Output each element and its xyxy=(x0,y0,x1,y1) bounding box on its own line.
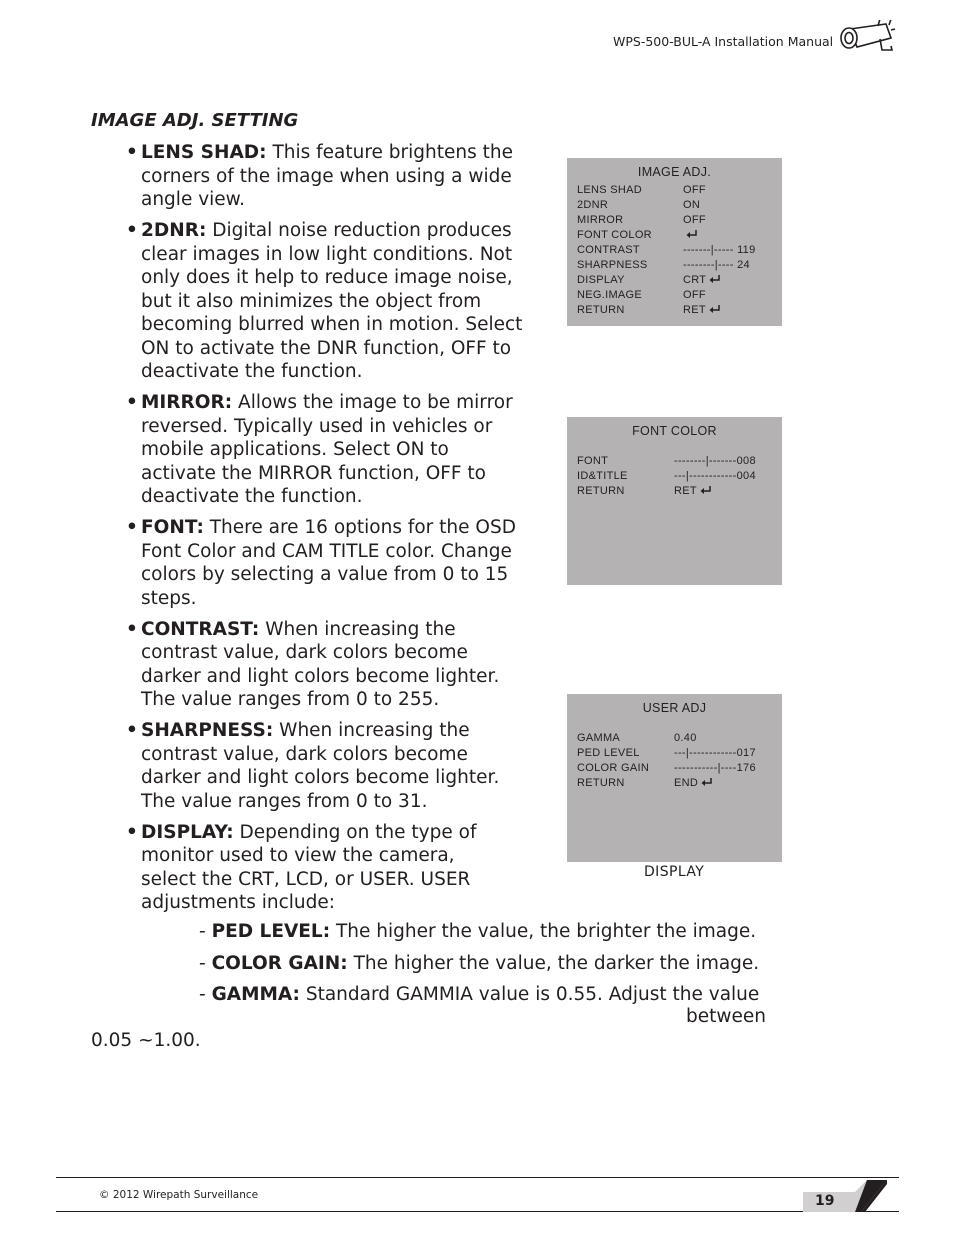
bullet-dot: • xyxy=(126,142,138,163)
camera-icon xyxy=(836,20,896,56)
menu-key: RETURN xyxy=(577,777,625,789)
sub-item-color-gain: - COLOR GAIN: The higher the value, the darker the image. xyxy=(199,952,760,974)
list-item-lens-shad xyxy=(124,141,524,212)
menu-value: ON xyxy=(683,199,701,211)
menu-row xyxy=(577,244,776,259)
menu-row xyxy=(577,455,776,470)
menu-row xyxy=(577,214,776,229)
list-item-font xyxy=(124,516,516,610)
feature-list xyxy=(124,141,524,922)
term-label: DISPLAY: xyxy=(141,821,234,843)
menu-key: ID&TITLE xyxy=(577,470,628,482)
menu-value: OFF xyxy=(683,289,706,301)
menu-key: PED LEVEL xyxy=(577,747,640,759)
menu-row xyxy=(577,777,776,792)
copyright-text: © 2012 Wirepath Surveillance xyxy=(99,1189,259,1201)
list-item-sharpness xyxy=(124,719,524,813)
term-description: This feature brightens the corners of the image when using a wide angle view. xyxy=(141,142,513,210)
menu-row xyxy=(577,762,776,777)
menu-row xyxy=(577,485,776,500)
menu-row xyxy=(577,274,776,289)
bullet-dot: • xyxy=(126,720,138,741)
menu-key: 2DNR xyxy=(577,199,609,211)
return-arrow-icon xyxy=(709,305,721,314)
bullet-dot: • xyxy=(126,517,138,538)
term-label: MIRROR: xyxy=(141,392,233,413)
footer-divider xyxy=(56,1211,899,1212)
bullet-dot: • xyxy=(126,618,138,640)
menu-value: -------|----- 119 xyxy=(683,244,756,256)
list-item-mirror xyxy=(124,391,526,509)
menu-key: SHARPNESS xyxy=(577,259,648,271)
list-item-2dnr xyxy=(124,219,524,384)
menu-key: NEG.IMAGE xyxy=(577,289,643,301)
user-adj-menu xyxy=(567,694,782,862)
section-title: IMAGE ADJ. SETTING xyxy=(91,110,299,131)
term-description: There are 16 options for the OSD Font Color and CAM TITLE color. Change colors by selecting a value from 0 to 15 steps. xyxy=(141,517,516,609)
menu-value: RET xyxy=(674,485,697,497)
menu-key: LENS SHAD xyxy=(577,184,643,196)
return-arrow-icon xyxy=(686,230,698,239)
sub-item-ped-level: - PED LEVEL: The higher the value, the brighter the image. xyxy=(199,921,757,942)
menu-value: OFF xyxy=(683,214,706,226)
term-description: Digital noise reduction produces clear images in low light conditions. Not only does it help to reduce image noise, but it also minimizes the object from becoming blurred when in motion. Select ON to activate the DNR function, OFF to deactivate the function. xyxy=(141,220,523,382)
list-item-display xyxy=(124,821,501,915)
page-number: 19 xyxy=(815,1193,835,1209)
term-description: When increasing the contrast value, dark colors become darker and light colors become lighter. The value ranges from 0 to 31. xyxy=(141,720,500,812)
footer-divider xyxy=(56,1177,899,1178)
menu-key: COLOR GAIN xyxy=(577,762,650,774)
term-label: COLOR GAIN: xyxy=(211,952,348,974)
term-label: 2DNR: xyxy=(141,220,207,241)
menu-row xyxy=(577,470,776,485)
menu-value: ---|------------004 xyxy=(674,470,756,482)
menu-row xyxy=(577,732,776,747)
term-label: GAMMA: xyxy=(211,984,300,1005)
menu-row xyxy=(577,289,776,304)
menu-value: --------|-------008 xyxy=(674,455,756,467)
menu-value: --------|---- 24 xyxy=(683,259,750,271)
menu-key: CONTRAST xyxy=(577,244,640,256)
term-description: The higher the value, the brighter the image. xyxy=(330,921,757,942)
menu-title: IMAGE ADJ. xyxy=(637,165,712,179)
list-item-contrast xyxy=(124,618,524,712)
header-title: WPS-500-BUL-A Installation Manual xyxy=(613,34,834,49)
term-label: SHARPNESS: xyxy=(141,720,274,741)
term-description: Depending on the type of monitor used to view the camera, select the CRT, LCD, or USER. USER adjustments include: xyxy=(141,821,477,913)
return-arrow-icon xyxy=(700,486,712,495)
return-arrow-icon xyxy=(701,778,713,787)
bullet-dot: • xyxy=(126,220,138,241)
menu-value: ---|------------017 xyxy=(674,747,756,759)
menu-value: END xyxy=(674,777,699,789)
font-color-menu xyxy=(567,417,782,585)
return-arrow-icon xyxy=(709,275,721,284)
menu-title: USER ADJ xyxy=(642,701,707,715)
gamma-range-text: 0.05 ~1.00. xyxy=(91,1030,201,1051)
menu-row xyxy=(577,259,776,274)
menu-value: OFF xyxy=(683,184,706,196)
menu-key: MIRROR xyxy=(577,214,624,226)
menu-value: RET xyxy=(683,304,706,316)
bullet-dot: • xyxy=(126,821,138,843)
menu-row xyxy=(577,184,776,199)
term-description: When increasing the contrast value, dark colors become darker and light colors become lighter. The value ranges from 0 to 255. xyxy=(141,618,500,710)
gamma-between-text: between xyxy=(686,1006,766,1027)
sub-item-gamma: - GAMMA: Standard GAMMIA value is 0.55. Adjust the value xyxy=(199,984,760,1005)
menu-title: FONT COLOR xyxy=(632,424,717,438)
menu-row xyxy=(577,304,776,319)
menu-row xyxy=(577,229,776,244)
term-label: CONTRAST: xyxy=(141,618,260,640)
term-description: Standard GAMMIA value is 0.55. Adjust the value xyxy=(299,984,760,1005)
menu-key: RETURN xyxy=(577,485,625,497)
menu-row xyxy=(577,199,776,214)
bullet-dot: • xyxy=(126,392,138,413)
menu-key: DISPLAY xyxy=(577,274,625,286)
menu-key: FONT COLOR xyxy=(577,229,652,241)
menu-key: GAMMA xyxy=(577,732,621,744)
term-label: FONT: xyxy=(141,517,204,538)
menu-row xyxy=(577,747,776,762)
term-description: Allows the image to be mirror reversed. Typically used in vehicles or mobile applications. Select ON to activate the MIRROR function, OFF to deactivate the function. xyxy=(141,392,513,507)
image-adj-menu xyxy=(567,158,782,326)
term-label: PED LEVEL: xyxy=(211,921,331,942)
menu-value: 0.40 xyxy=(674,732,697,744)
display-sub-list xyxy=(199,920,759,1015)
menu-key: RETURN xyxy=(577,304,625,316)
term-description: The higher the value, the darker the image. xyxy=(347,952,760,974)
term-label: LENS SHAD: xyxy=(141,142,267,163)
menu-key: FONT xyxy=(577,455,609,467)
menu-caption: DISPLAY xyxy=(644,864,705,880)
menu-value: -----------|----176 xyxy=(674,762,756,774)
menu-value: CRT xyxy=(683,274,707,286)
